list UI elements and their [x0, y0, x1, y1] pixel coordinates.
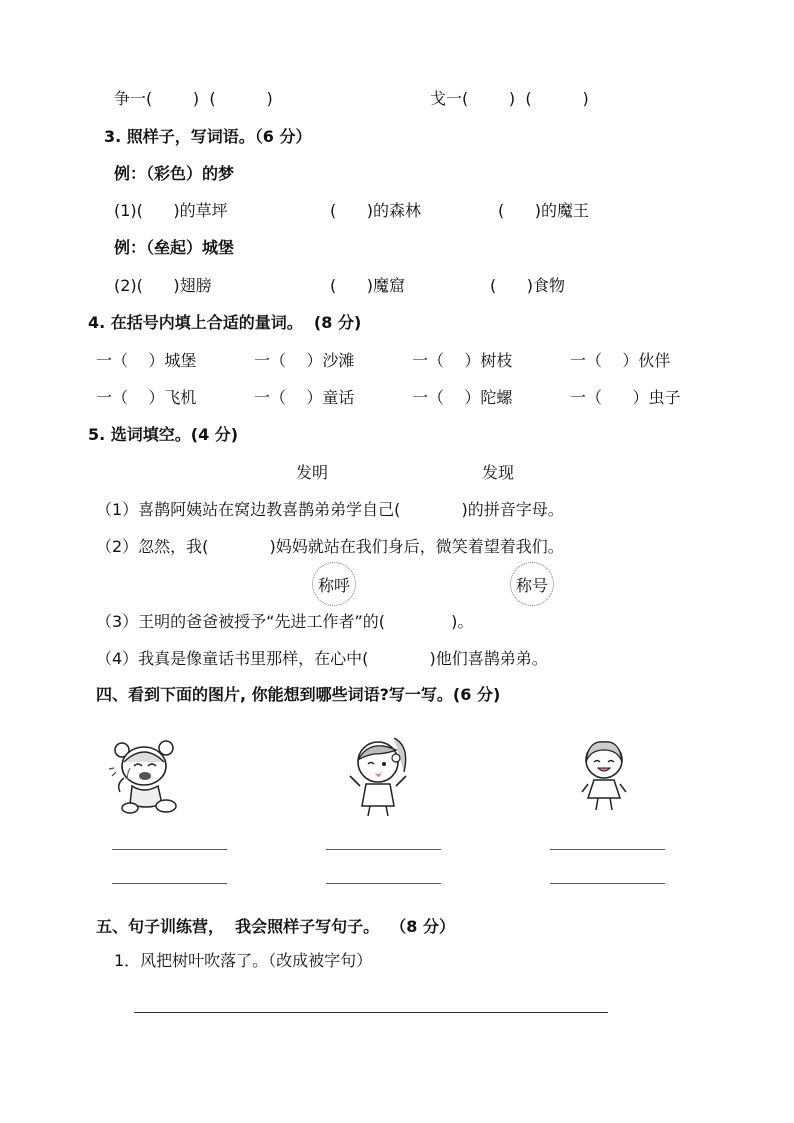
q3-title: 3. 照样子，写词语。（6 分） [104, 127, 312, 146]
answer-line[interactable] [550, 849, 665, 850]
sec5-title: 五、句子训练营， 我会照样子写句子。 （8 分） [96, 917, 455, 936]
sec5-item-1: 1．风把树叶吹落了。（改成被字句） [114, 951, 373, 970]
q3-row1-item-1: (1)( )的草坪 [114, 201, 228, 220]
q3-row1-item-2: ( )的森林 [330, 201, 422, 220]
answer-line[interactable] [112, 883, 227, 884]
q5-sentence-4: （4）我真是像童话书里那样，在心中( )他们喜鹊弟弟。 [96, 649, 548, 668]
q4-row1-item-4: 一（ ）伙伴 [570, 351, 671, 370]
q5-choice-2: 发现 [482, 463, 515, 482]
q3-row1-item-3: ( )的魔王 [498, 201, 590, 220]
q5-choice-4-circle [510, 562, 554, 606]
sentence-answer-line[interactable] [134, 1012, 608, 1013]
q3-example-1: 例：（彩色）的梦 [114, 164, 235, 183]
q3-row2-item-2: ( )魔窟 [330, 276, 406, 295]
q2-left-blanks: 争一( ) ( ) [114, 89, 273, 108]
q5-choice-4: 称号 [515, 575, 548, 595]
q4-row2-item-2: 一（ ）童话 [254, 388, 355, 407]
q3-row2-item-3: ( )食物 [490, 276, 566, 295]
answer-line[interactable] [112, 849, 227, 850]
q4-row2-item-4: 一（ ）虫子 [570, 388, 681, 407]
crying-girl-image [108, 738, 188, 818]
smiling-girl-image [574, 736, 634, 816]
q4-row2-item-3: 一（ ）陀螺 [412, 388, 513, 407]
playful-girl-image [340, 732, 420, 822]
q5-title: 5. 选词填空。(4 分) [88, 425, 239, 444]
q3-row2-item-1: (2)( )翅膀 [114, 276, 212, 295]
q4-title: 4. 在括号内填上合适的量词。 (8 分) [88, 313, 362, 332]
q4-row1-item-3: 一（ ）树枝 [412, 351, 513, 370]
q5-sentence-2: （2）忽然，我( )妈妈就站在我们身后，微笑着望着我们。 [96, 537, 564, 556]
answer-line[interactable] [326, 883, 441, 884]
q2-right-blanks: 戈一( ) ( ) [430, 89, 589, 108]
sec4-title: 四、看到下面的图片, 你能想到哪些词语?写一写。(6 分) [96, 685, 501, 704]
q5-choice-3-circle [312, 562, 356, 606]
q5-choice-3: 称呼 [317, 575, 350, 595]
answer-line[interactable] [550, 883, 665, 884]
q4-row1-item-2: 一（ ）沙滩 [254, 351, 355, 370]
q5-sentence-1: （1）喜鹊阿姨站在窝边教喜鹊弟弟学自己( )的拼音字母。 [96, 500, 564, 519]
q5-sentence-3: （3）王明的爸爸被授予“先进工作者”的( )。 [96, 612, 474, 631]
q5-choice-1: 发明 [296, 463, 329, 482]
q3-example-2: 例：（垒起）城堡 [114, 238, 235, 257]
q4-row1-item-1: 一（ ）城堡 [96, 351, 197, 370]
q4-row2-item-1: 一（ ）飞机 [96, 388, 197, 407]
answer-line[interactable] [326, 849, 441, 850]
